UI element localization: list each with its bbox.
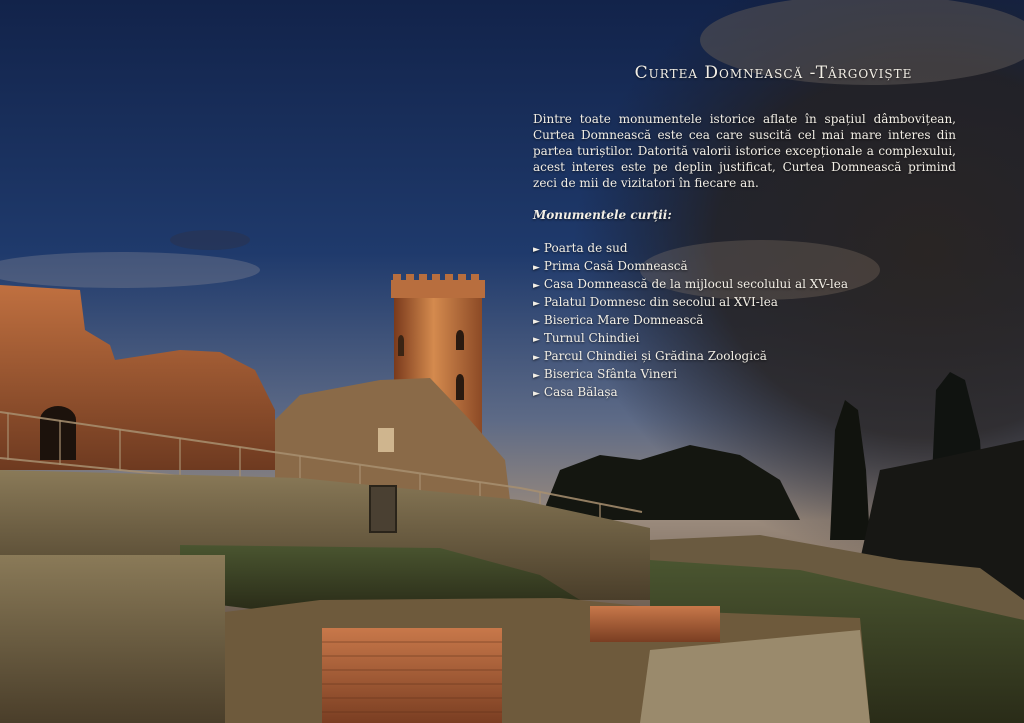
list-item	[533, 348, 956, 366]
list-item-label: Biserica Sfânta Vineri	[543, 367, 678, 381]
page-title: Curtea Domnească -Târgoviște	[634, 63, 913, 83]
list-item	[533, 240, 956, 258]
intro-paragraph: Dintre toate monumentele istorice aflate în spațiul dâmbovițean, Curtea Domnească este cea care suscită cel mai mare interes din partea turiștilor. Datorită valorii istorice excepționale a complexului, acest interes este pe deplin justificat, Curtea Domnească primind zeci de mii de vizitatori în fiecare an.	[533, 112, 956, 190]
list-item	[533, 384, 956, 402]
list-item-label: Turnul Chindiei	[543, 331, 640, 345]
list-item	[533, 366, 956, 384]
list-item	[533, 330, 956, 348]
bullet-icon: ►	[533, 299, 540, 309]
text-panel	[533, 62, 956, 402]
bullet-icon: ►	[533, 317, 540, 327]
bullet-icon: ►	[533, 245, 540, 255]
bullet-icon: ►	[533, 281, 540, 291]
bullet-icon: ►	[533, 335, 540, 345]
list-item-label: Biserica Mare Domnească	[543, 313, 704, 327]
list-item-label: Prima Casă Domnească	[543, 259, 688, 273]
list-item	[533, 312, 956, 330]
list-item-label: Parcul Chindiei și Grădina Zoologică	[543, 349, 767, 363]
bullet-icon: ►	[533, 263, 540, 273]
list-item-label: Casa Domnească de la mijlocul secolului al XV-lea	[543, 277, 848, 291]
list-item	[533, 258, 956, 276]
list-item	[533, 276, 956, 294]
bullet-icon: ►	[533, 371, 540, 381]
bullet-icon: ►	[533, 353, 540, 363]
section-heading: Monumentele curții:	[533, 208, 672, 222]
list-item-label: Palatul Domnesc din secolul al XVI-lea	[543, 295, 778, 309]
list-item	[533, 294, 956, 312]
bullet-icon: ►	[533, 389, 540, 399]
monument-list	[533, 240, 956, 402]
list-item-label: Casa Bălașa	[543, 385, 618, 399]
list-item-label: Poarta de sud	[543, 241, 628, 255]
